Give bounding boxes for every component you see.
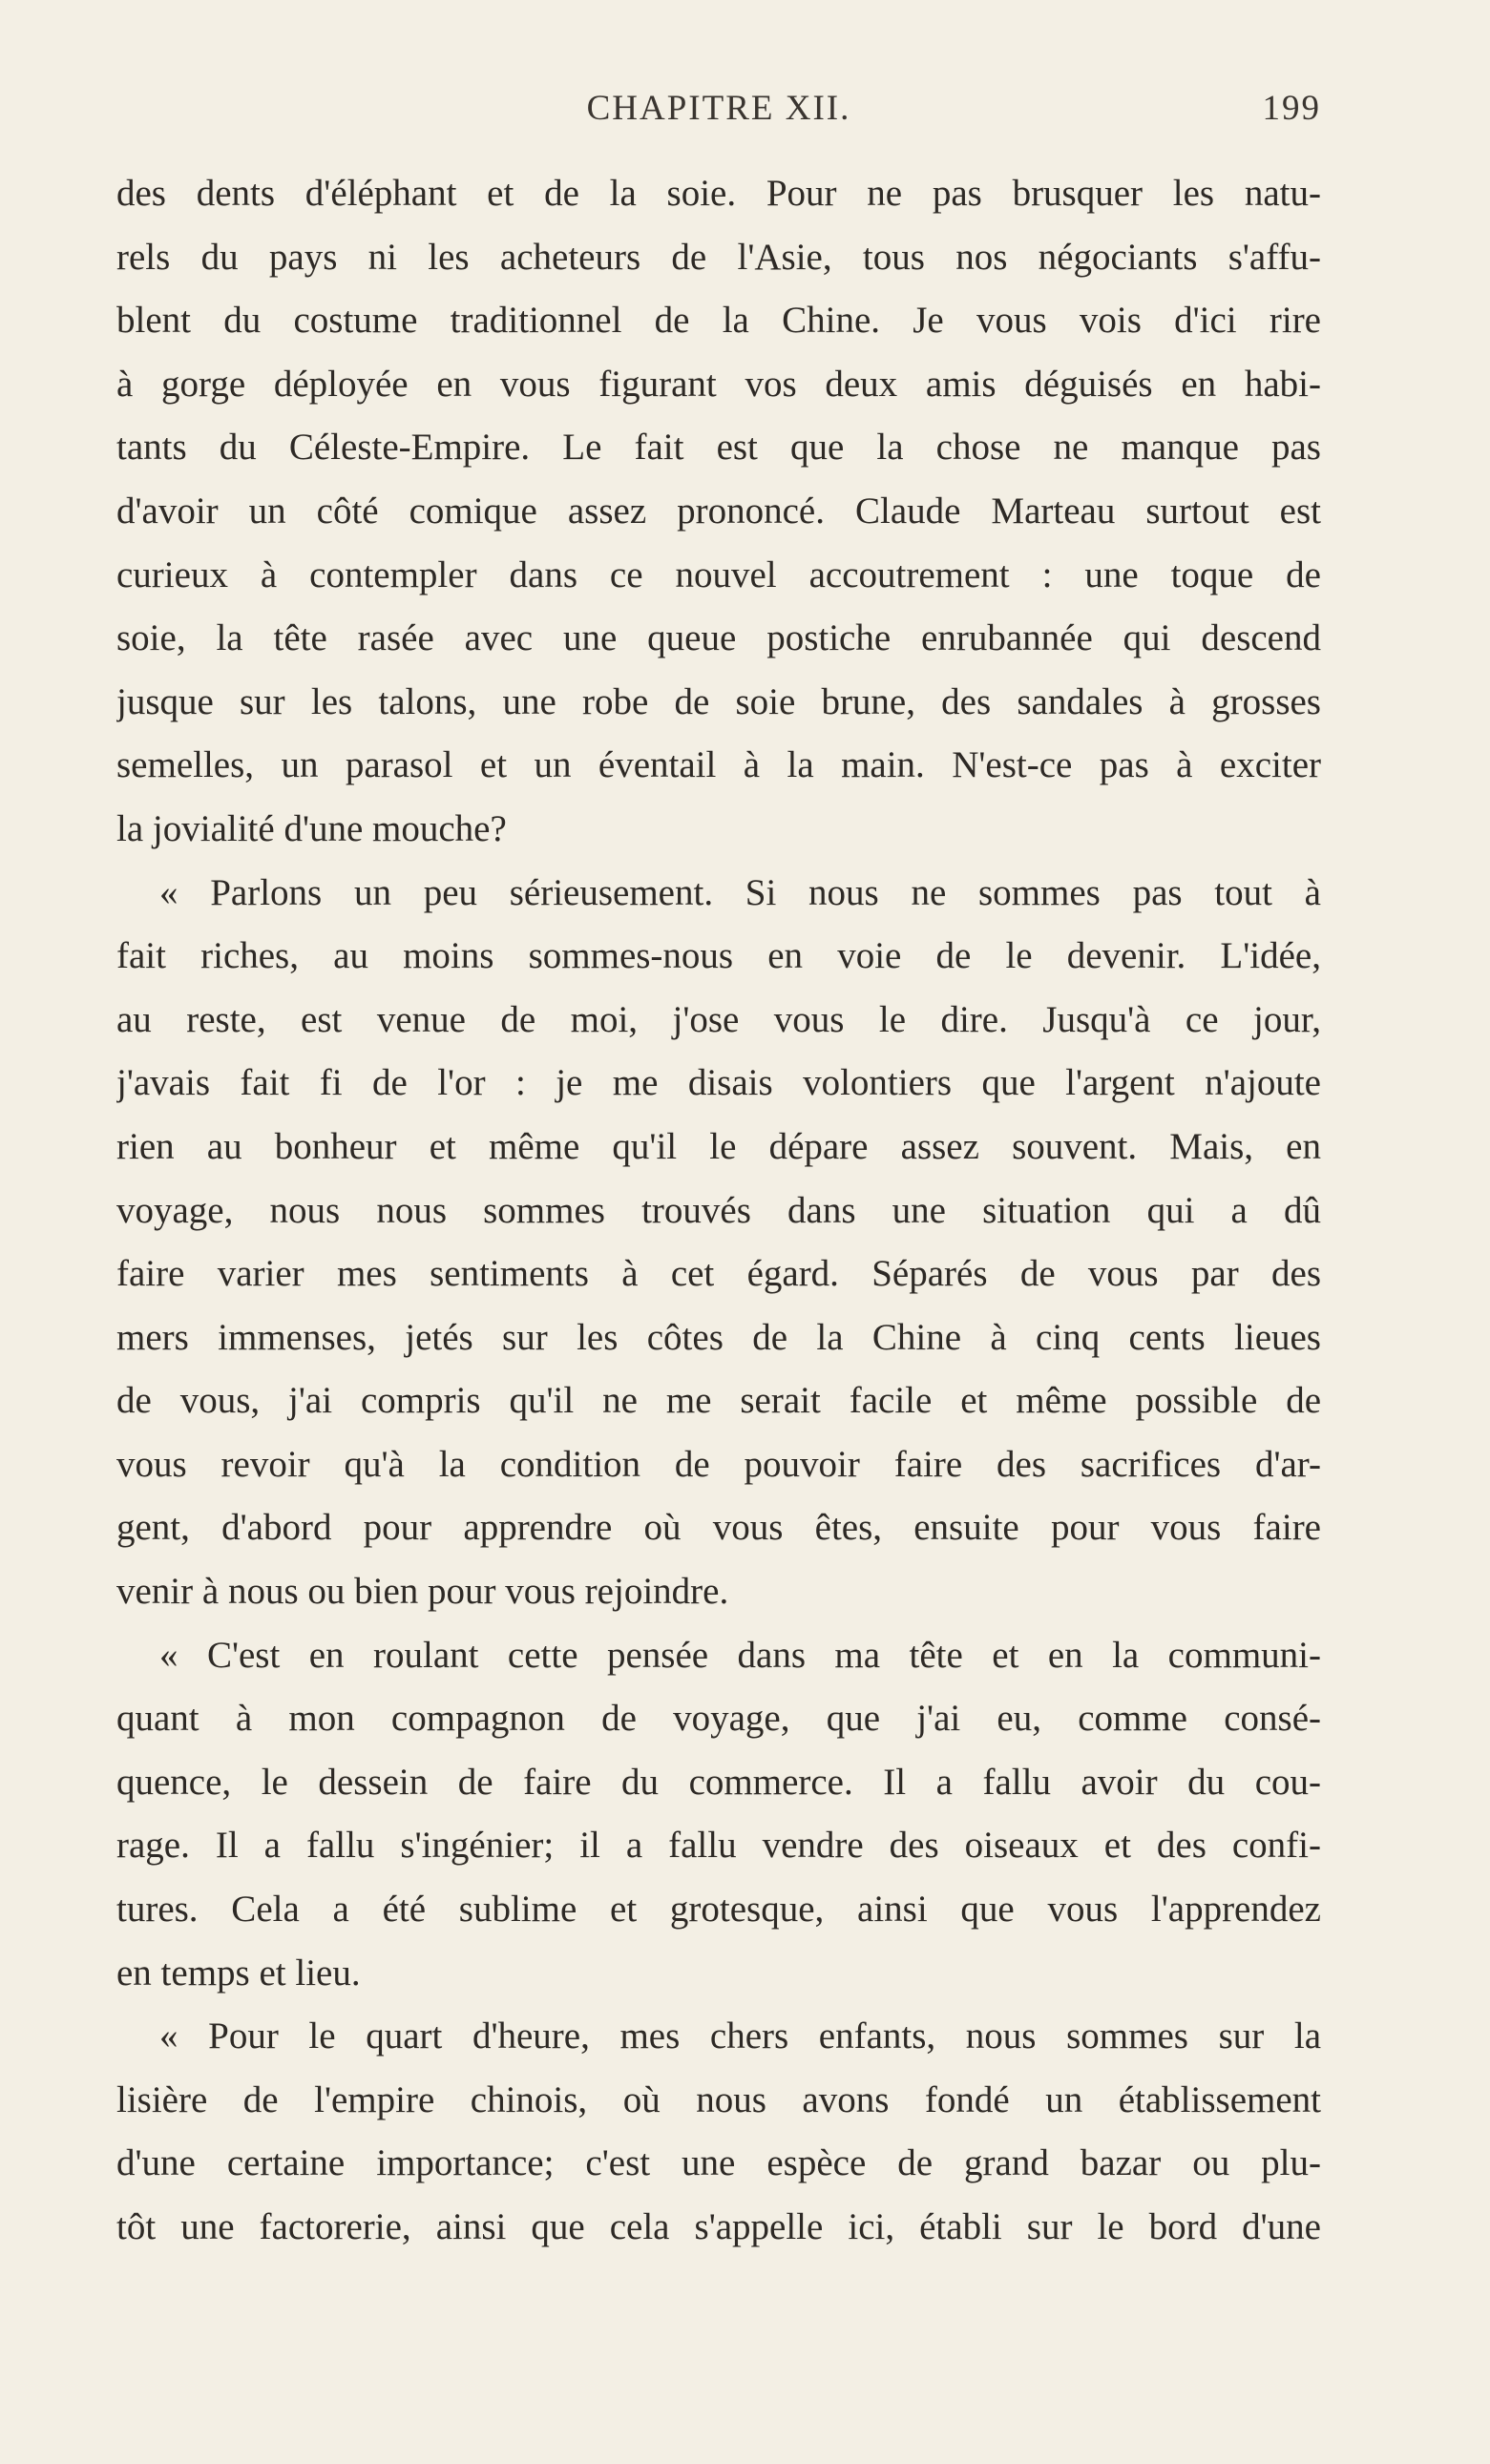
text-line: quence, le dessein de faire du commerce. Il a fallu avoir du cou- <box>116 1761 1321 1803</box>
text-line: venir à nous ou bien pour vous rejoindre. <box>116 1571 729 1613</box>
text-line: voyage, nous nous sommes trouvés dans une situation qui a dû <box>116 1189 1321 1231</box>
text-line: « Parlons un peu sérieusement. Si nous ne sommes pas tout à <box>159 871 1321 913</box>
page-number: 199 <box>1262 89 1321 128</box>
text-line: vous revoir qu'à la condition de pouvoir faire des sacrifices d'ar- <box>116 1443 1321 1485</box>
text-line: rage. Il a fallu s'ingénier; il a fallu vendre des oiseaux et des confi- <box>116 1825 1321 1867</box>
paragraph <box>116 1624 1321 2006</box>
text-line: rels du pays ni les acheteurs de l'Asie, tous nos négociants s'affu- <box>116 236 1321 278</box>
text-line: quant à mon compagnon de voyage, que j'ai eu, comme consé- <box>116 1698 1321 1740</box>
text-line: d'une certaine importance; c'est une espèce de grand bazar ou plu- <box>116 2142 1321 2184</box>
text-line: jusque sur les talons, une robe de soie brune, des sandales à grosses <box>116 680 1321 722</box>
paragraph <box>116 162 1321 862</box>
text-line: des dents d'éléphant et de la soie. Pour ne pas brusquer les natu- <box>116 173 1321 214</box>
text-line: mers immenses, jetés sur les côtes de la Chine à cinq cents lieues <box>116 1316 1321 1358</box>
text-line: j'avais fait fi de l'or : je me disais volontiers que l'argent n'ajoute <box>116 1062 1321 1104</box>
running-head <box>116 88 1321 136</box>
paragraph <box>116 862 1321 1624</box>
text-line: d'avoir un côté comique assez prononcé. Claude Marteau surtout est <box>116 490 1321 532</box>
text-line: semelles, un parasol et un éventail à la main. N'est-ce pas à exciter <box>116 744 1321 786</box>
text-line: tôt une factorerie, ainsi que cela s'appelle ici, établi sur le bord d'une <box>116 2206 1321 2247</box>
text-line: fait riches, au moins sommes-nous en voie de le devenir. L'idée, <box>116 935 1321 977</box>
text-line: au reste, est venue de moi, j'ose vous le dire. Jusqu'à ce jour, <box>116 998 1321 1040</box>
text-line: curieux à contempler dans ce nouvel accoutrement : une toque de <box>116 553 1321 595</box>
text-line: faire varier mes sentiments à cet égard. Séparés de vous par des <box>116 1253 1321 1295</box>
text-line: gent, d'abord pour apprendre où vous êtes, ensuite pour vous faire <box>116 1507 1321 1549</box>
text-line: en temps et lieu. <box>116 1952 361 1994</box>
text-line: « C'est en roulant cette pensée dans ma tête et en la communi- <box>159 1634 1321 1676</box>
text-line: soie, la tête rasée avec une queue postiche enrubannée qui descend <box>116 617 1321 659</box>
text-line: blent du costume traditionnel de la Chine. Je vous vois d'ici rire <box>116 300 1321 342</box>
text-line: tants du Céleste-Empire. Le fait est que la chose ne manque pas <box>116 427 1321 469</box>
text-line: de vous, j'ai compris qu'il ne me serait facile et même possible de <box>116 1380 1321 1422</box>
chapter-title: CHAPITRE XII. <box>586 89 851 128</box>
text-line: « Pour le quart d'heure, mes chers enfants, nous sommes sur la <box>159 2015 1321 2057</box>
body-text <box>116 162 1321 2260</box>
text-line: rien au bonheur et même qu'il le dépare assez souvent. Mais, en <box>116 1125 1321 1167</box>
paragraph <box>116 2005 1321 2259</box>
text-line: la jovialité d'une mouche? <box>116 807 507 849</box>
text-line: à gorge déployée en vous figurant vos deux amis déguisés en habi- <box>116 363 1321 405</box>
text-line: tures. Cela a été sublime et grotesque, ainsi que vous l'apprendez <box>116 1889 1321 1931</box>
text-line: lisière de l'empire chinois, où nous avons fondé un établissement <box>116 2078 1321 2120</box>
